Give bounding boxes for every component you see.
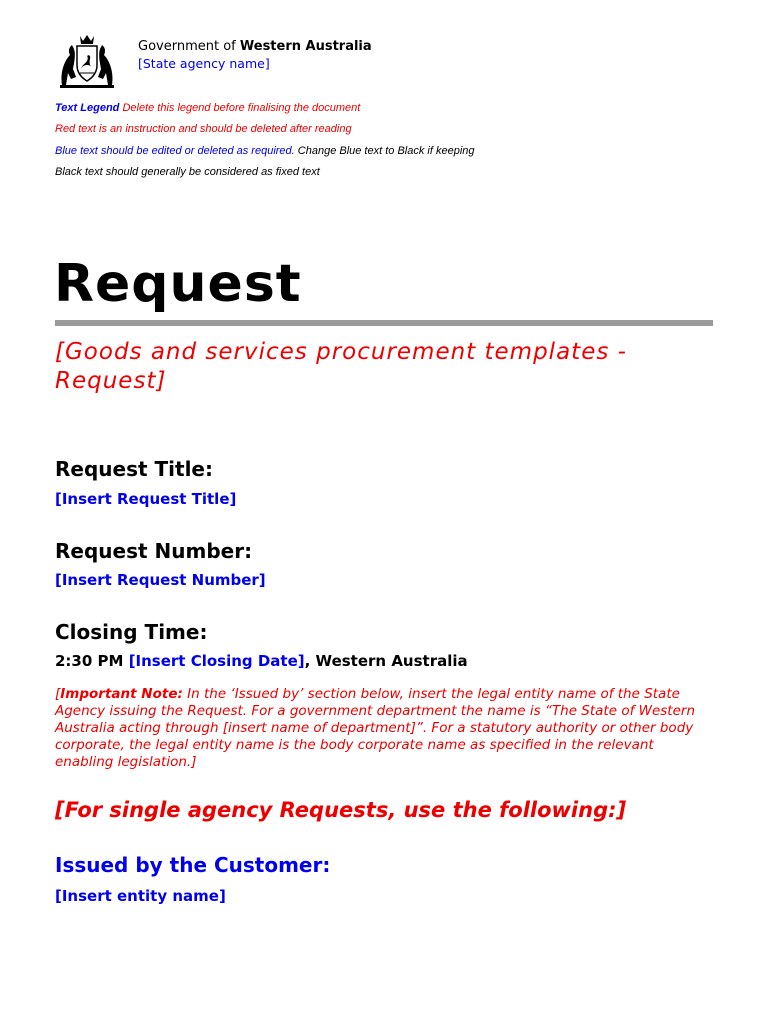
legend-line3-black: Change Blue text to Black if keeping [294,145,475,157]
legend-line3-blue: Blue text should be edited or deleted as required. [55,145,295,157]
wa-coat-of-arms-icon [56,33,118,89]
closing-time-value [55,652,468,670]
legend-line-1 [55,102,360,114]
request-number-value: [Insert Request Number] [55,571,266,589]
issued-by-value: [Insert entity name] [55,887,226,905]
gov-name: Western Australia [239,39,372,54]
document-title: Request [54,254,302,314]
closing-date-placeholder: [Insert Closing Date] [128,652,305,670]
closing-time-suffix: , Western Australia [304,652,468,670]
issued-by-heading: Issued by the Customer: [55,853,331,877]
request-title-heading: Request Title: [55,457,213,481]
gov-prefix: Government of [138,39,240,54]
document-subtitle: [Goods and services procurement templates - Request] [55,339,627,394]
agency-name: [State agency name] [138,56,270,71]
closing-time-heading: Closing Time: [55,620,208,644]
legend-line1-red: Delete this legend before finalising the document [119,102,361,114]
note-open-bracket: [ [55,686,61,702]
note-text: In the ‘Issued by’ section below, insert the legal entity name of the State Agency issuing the Request. For a government department the name is “The State of Western Australia acting through [insert name of department]”. For a statutory authority or other body corporate, the legal entity name is the body corporate name as specified in the relevant enabling legislation.] [55,686,696,770]
important-note [55,686,715,771]
note-label: Important Note: [60,686,183,702]
legend-line-2: Red text is an instruction and should be deleted after reading [55,123,352,135]
title-divider [55,320,713,326]
request-title-value: [Insert Request Title] [55,490,237,508]
government-line [138,39,372,55]
legend-line-3 [55,145,475,157]
closing-time-prefix: 2:30 PM [55,652,129,670]
legend-line-4: Black text should generally be considered as fixed text [55,166,320,178]
legend-title: Text Legend [55,102,120,114]
request-number-heading: Request Number: [55,539,253,563]
single-agency-instruction: [For single agency Requests, use the following:] [55,798,627,822]
